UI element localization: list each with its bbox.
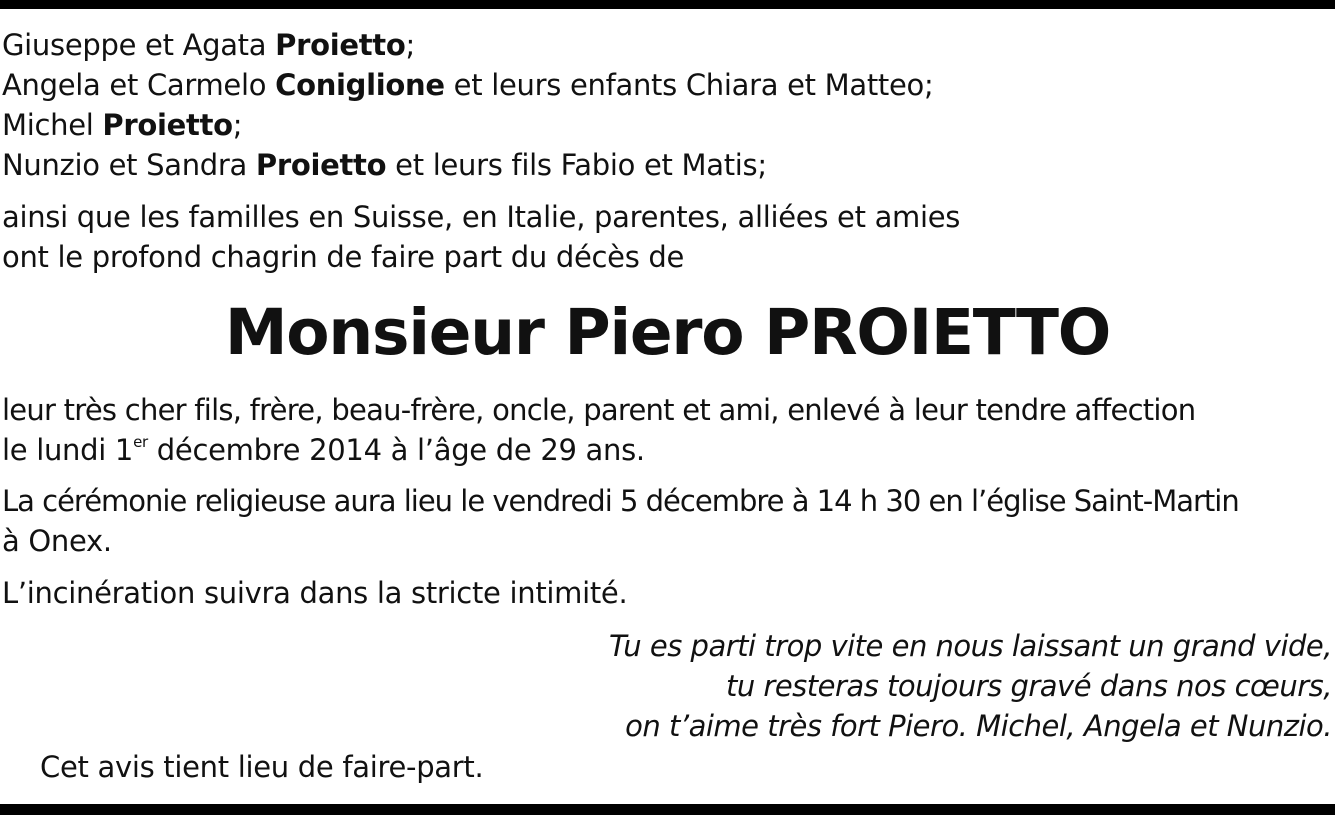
ceremony-line: La cérémonie religieuse aura lieu le vendredi 5 décembre à 14 h 30 en l’église Saint-Martin: [2, 484, 1239, 518]
family-surname: Proietto: [275, 28, 406, 62]
family-suffix: et leurs fils Fabio et Matis;: [386, 148, 767, 182]
family-suffix: et leurs enfants Chiara et Matteo;: [444, 68, 934, 102]
family-suffix: ;: [232, 108, 243, 142]
family-given-names: Michel: [2, 108, 103, 142]
family-given-names: Giuseppe et Agata: [2, 28, 276, 62]
ordinal-superscript: er: [133, 433, 148, 451]
date-prefix: le lundi 1: [2, 433, 134, 467]
date-line: [2, 432, 645, 468]
family-suffix: ;: [405, 28, 415, 62]
top-border-rule: [0, 0, 1335, 9]
family-line: [2, 147, 767, 183]
ceremony-line: à Onex.: [2, 524, 112, 558]
bottom-border-rule: [0, 804, 1335, 815]
incineration-line: L’incinération suivra dans la stricte intimité.: [2, 576, 628, 610]
date-suffix: décembre 2014 à l’âge de 29 ans.: [147, 433, 645, 467]
intro-line: ont le profond chagrin de faire part du décès de: [2, 240, 685, 274]
family-surname: Proietto: [255, 148, 387, 182]
family-surname: Coniglione: [275, 68, 445, 102]
poem-line: tu resteras toujours gravé dans nos cœurs,: [725, 669, 1332, 703]
relation-line: leur très cher fils, frère, beau-frère, oncle, parent et ami, enlevé à leur tendre affection: [2, 393, 1196, 427]
family-surname: Proietto: [102, 108, 233, 142]
deceased-name-heading: Monsieur Piero PROIETTO: [224, 296, 1111, 369]
family-line: [2, 67, 933, 103]
closing-note: Cet avis tient lieu de faire-part.: [40, 750, 484, 784]
intro-line: ainsi que les familles en Suisse, en Italie, parentes, alliées et amies: [2, 200, 961, 234]
poem-line: on t’aime très fort Piero. Michel, Angela et Nunzio.: [625, 709, 1332, 743]
family-given-names: Angela et Carmelo: [2, 68, 276, 102]
family-given-names: Nunzio et Sandra: [2, 148, 256, 182]
family-line: [2, 27, 415, 63]
family-line: [2, 107, 242, 143]
poem-line: Tu es parti trop vite en nous laissant un grand vide,: [608, 629, 1332, 663]
